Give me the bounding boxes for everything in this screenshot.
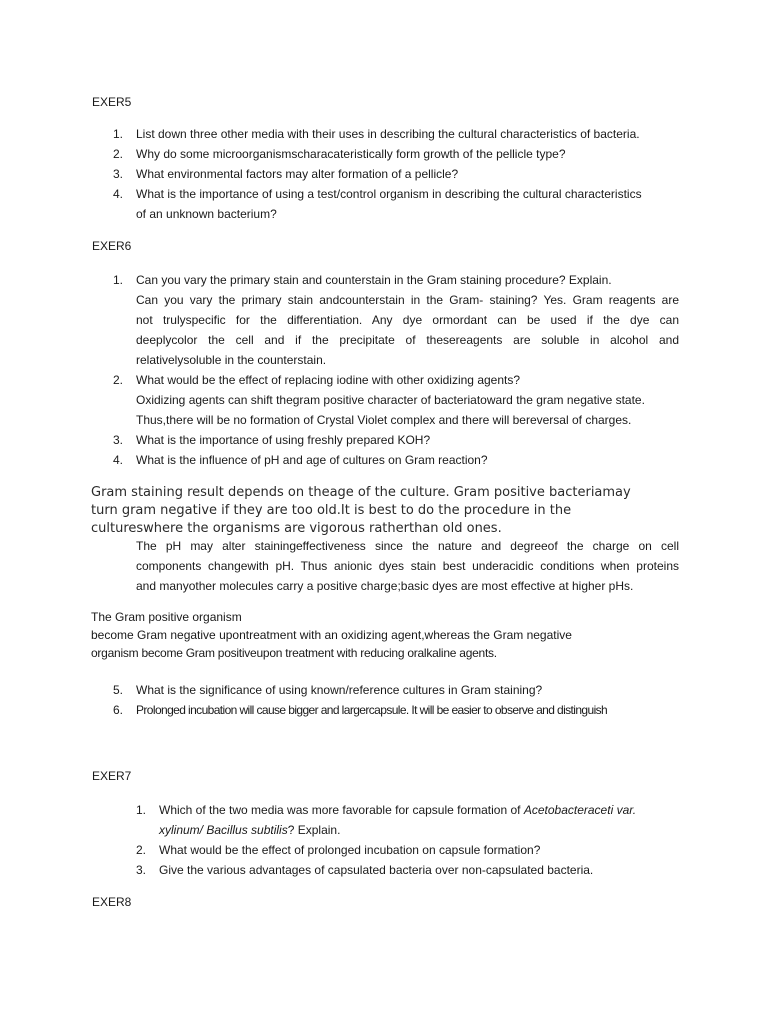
exer6-q2-answer-line: Thus,there will be no formation of Crystal Violet complex and there will bereversal of charges. <box>136 413 632 427</box>
exer5-q2-text: Why do some microorganismscharacateristically form growth of the pellicle type? <box>136 147 566 161</box>
exer7-q3-number: 3. <box>136 863 147 877</box>
age-answer-line: cultureswhere the organisms are vigorous ratherthan old ones. <box>91 521 502 536</box>
exer6-q3-text: What is the importance of using freshly prepared KOH? <box>136 433 431 447</box>
ph-answer-line: components changewith pH. Thus anionic dyes stain best underacidic conditions when proteins <box>136 559 679 573</box>
exer6-q1-number: 1. <box>113 273 124 287</box>
exer7-q1-organism: Acetobacteraceti var. <box>523 803 637 817</box>
gram-note-line: become Gram negative upontreatment with an oxidizing agent,whereas the Gram negative <box>91 628 572 642</box>
age-answer-line: turn gram negative if they are too old.It is best to do the procedure in the <box>91 503 572 518</box>
exer8-heading: EXER8 <box>92 895 132 909</box>
exer6-q1-answer-line: relativelysoluble in the counterstain. <box>136 353 327 367</box>
exer6-q3-number: 3. <box>113 433 124 447</box>
gram-note-line: The Gram positive organism <box>91 610 242 624</box>
exer6-q5-number: 5. <box>113 683 124 697</box>
exer7-q1-text-start: Which of the two media was more favorable for capsule formation of <box>159 803 524 817</box>
exer6-q2-number: 2. <box>113 373 124 387</box>
exer7-q1-text-end: ? Explain. <box>287 823 341 837</box>
exer6-q2-answer-line: Oxidizing agents can shift thegram positive character of bacteriatoward the gram negative state. <box>136 393 645 407</box>
exer7-q1-organism-cont: xylinum/ Bacillus subtilis <box>159 823 288 837</box>
exer7-q2-text: What would be the effect of prolonged incubation on capsule formation? <box>159 843 541 857</box>
age-answer-line: Gram staining result depends on theage of the culture. Gram positive bacteriamay <box>91 485 631 500</box>
exer5-q4-text-cont: of an unknown bacterium? <box>136 207 277 221</box>
exer7-q1-text-cont <box>159 820 340 840</box>
exer6-q6-number: 6. <box>113 703 124 717</box>
exer5-q1-text: List down three other media with their uses in describing the cultural characteristics of bacteria. <box>136 127 640 141</box>
exer6-q6-text: Prolonged incubation will cause bigger and largercapsule. It will be easier to observe and distinguish <box>136 703 608 717</box>
exer6-q2-text: What would be the effect of replacing iodine with other oxidizing agents? <box>136 373 521 387</box>
exer5-q3-number: 3. <box>113 167 124 181</box>
exer6-q1-answer-line: not trulyspecific for the differentiation. Any dye ormordant can be used if the dye can <box>136 313 679 327</box>
gram-note-line: organism become Gram positiveupon treatment with reducing oralkaline agents. <box>91 646 497 660</box>
ph-answer-line: The pH may alter stainingeffectiveness since the nature and degreeof the charge on cell <box>136 539 679 553</box>
exer5-q2-number: 2. <box>113 147 124 161</box>
exer6-heading: EXER6 <box>92 239 132 253</box>
exer6-q4-number: 4. <box>113 453 124 467</box>
exer5-q4-text: What is the importance of using a test/control organism in describing the cultural characteristics <box>136 187 642 201</box>
exer6-q4-text: What is the influence of pH and age of cultures on Gram reaction? <box>136 453 488 467</box>
ph-answer-line: and manyother molecules carry a positive charge;basic dyes are most effective at higher pHs. <box>136 579 634 593</box>
exer5-heading: EXER5 <box>92 95 132 109</box>
exer6-q1-answer-line: deeplycolor the cell and if the precipitate of thesereagents are soluble in alcohol and <box>136 333 679 347</box>
exer7-q1-number: 1. <box>136 803 147 817</box>
exer6-q1-answer-line: Can you vary the primary stain andcounterstain in the Gram- staining? Yes. Gram reagents are <box>136 293 679 307</box>
exer5-q4-number: 4. <box>113 187 124 201</box>
exer5-q3-text: What environmental factors may alter formation of a pellicle? <box>136 167 459 181</box>
exer6-q5-text: What is the significance of using known/reference cultures in Gram staining? <box>136 683 543 697</box>
exer6-q1-text: Can you vary the primary stain and counterstain in the Gram staining procedure? Explain. <box>136 273 612 287</box>
exer7-q1-text <box>159 800 636 820</box>
exer7-q3-text: Give the various advantages of capsulated bacteria over non-capsulated bacteria. <box>159 863 594 877</box>
exer7-heading: EXER7 <box>92 769 132 783</box>
exer7-q2-number: 2. <box>136 843 147 857</box>
exer5-q1-number: 1. <box>113 127 124 141</box>
